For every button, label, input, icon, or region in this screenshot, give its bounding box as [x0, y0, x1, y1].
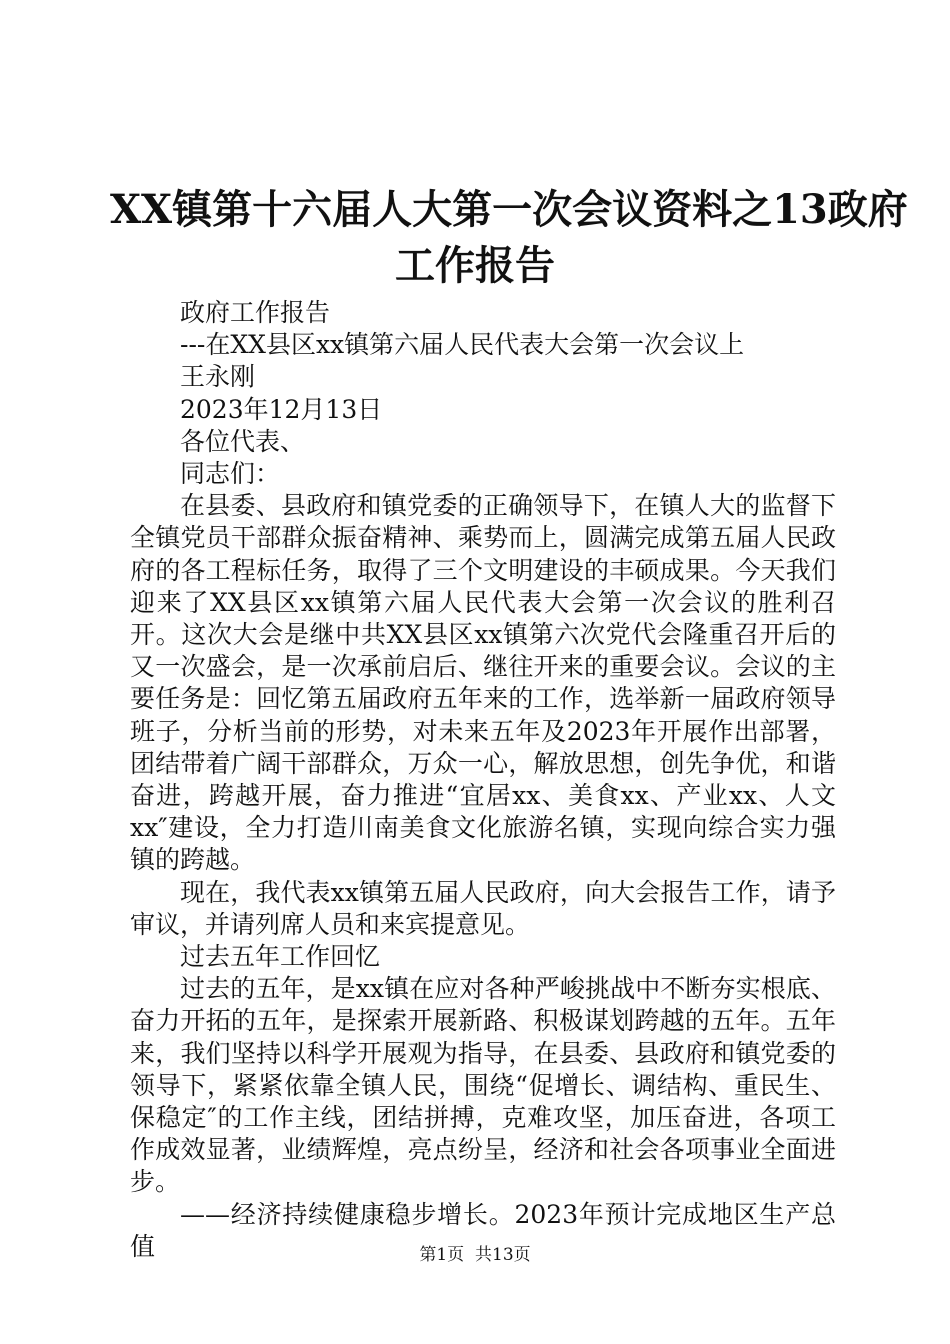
report-author: 王永刚: [180, 362, 256, 392]
paragraph-intro: 在县委、县政府和镇党委的正确领导下，在镇人大的监督下全镇党员干部群众振奋精神、乘势而上，圆满完成第五届人民政府的各工程标任务，取得了三个文明建设的丰硕成果。今天我们迎来了XX县区xx镇第六届人民代表大会第一次会议的胜利召开。这次大会是继中共XX县区xx镇第六次党代会隆重召开后的又一次盛会，是一次承前启后、继往开来的重要会议。会议的主要任务是：回忆第五届政府五年来的工作，选举新一届政府领导班子，分析当前的形势，对未来五年及2023年开展作出部署，团结带着广阔干部群众，万众一心，解放思想，创先争优，和谐奋进，跨越开展，奋力推进“宜居xx、美食xx、产业xx、人文xx″建设，全力打造川南美食文化旅游名镇，实现向综合实力强镇的跨越。: [130, 491, 836, 875]
report-heading: 政府工作报告: [180, 298, 331, 327]
section-heading-review: 过去五年工作回忆: [180, 942, 381, 972]
salutation-delegates: 各位代表、: [180, 426, 306, 456]
document-title-line2: 工作报告: [395, 242, 555, 289]
page-footer: [0, 1245, 950, 1265]
document-title-line1: XX镇第十六届人大第一次会议资料之13政府: [110, 186, 908, 233]
paragraph-five-years: 过去的五年，是xx镇在应对各种严峻挑战中不断夯实根底、奋力开拓的五年，是探索开展新路、积极谋划跨越的五年。五年来，我们坚持以科学开展观为指导，在县委、县政府和镇党委的领导下，紧紧依靠全镇人民，围绕“促增长、调结构、重民生、保稳定″的工作主线，团结拼搏，克难攻坚，加压奋进，各项工作成效显著，业绩辉煌，亮点纷呈，经济和社会各项事业全面进步。: [130, 974, 836, 1197]
report-date: 2023年12月13日: [180, 394, 383, 424]
page-number: 第1页: [419, 1245, 465, 1265]
salutation-comrades: 同志们：: [180, 459, 281, 489]
paragraph-economy: ——经济持续健康稳步增长。2023年预计完成地区生产总值: [130, 1199, 836, 1261]
report-subtitle: ---在XX县区xx镇第六届人民代表大会第一次会议上: [180, 330, 745, 360]
page-total: 共13页: [475, 1245, 531, 1265]
paragraph-report-request: 现在，我代表xx镇第五届人民政府，向大会报告工作，请予审议，并请列席人员和来宾提意见。: [130, 877, 836, 939]
document-body: [130, 297, 836, 1263]
